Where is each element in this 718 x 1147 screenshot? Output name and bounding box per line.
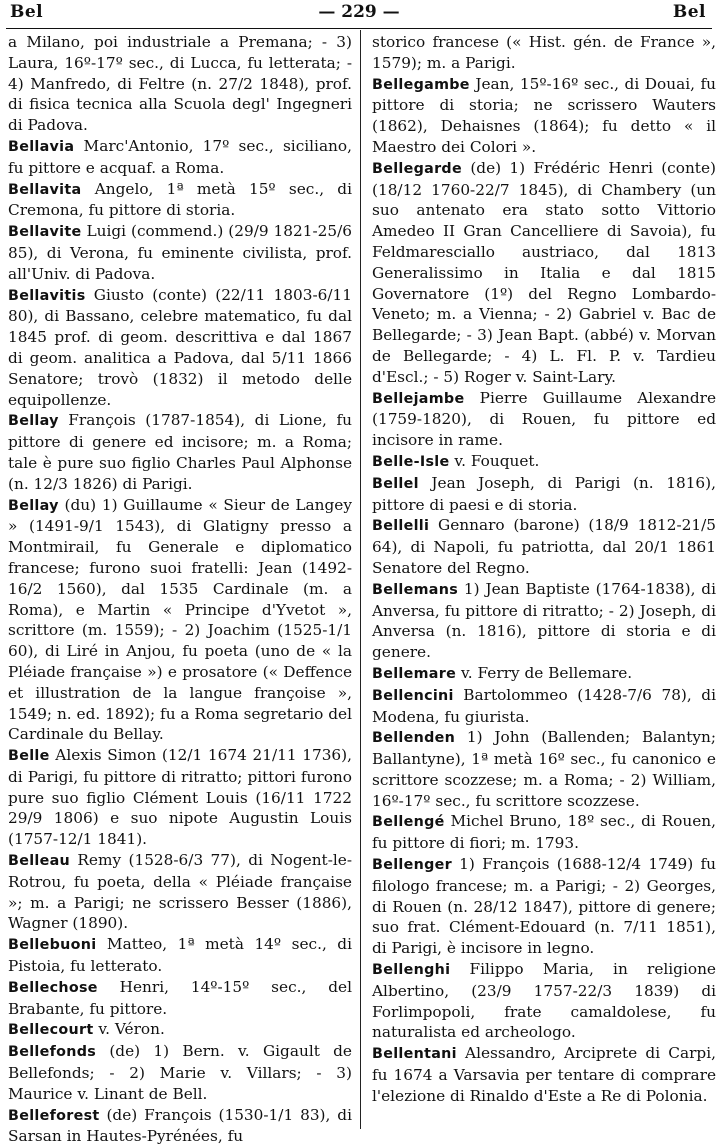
dictionary-entry — [372, 388, 716, 451]
entry-headword: Bellavita — [8, 181, 82, 198]
entry-headword: Bellecourt — [8, 1022, 94, 1039]
dictionary-entry — [8, 285, 352, 411]
entry-text: Alessandro, Arciprete di Carpi, fu 1674 a Varsavia per tentare di comprare l'elezione di Rinaldo d'Este a Re di Polonia. — [372, 1044, 716, 1105]
dictionary-entry — [372, 727, 716, 811]
dictionary-entry — [372, 685, 716, 728]
header-rule — [6, 28, 712, 29]
entry-headword: Bellentani — [372, 1046, 457, 1063]
entry-text: (de) François (1530-1/1 83), di Sarsan in Hautes-Pyrénées, fu — [8, 1105, 352, 1146]
dictionary-entry — [8, 179, 352, 222]
dictionary-entry — [8, 136, 352, 179]
dictionary-entry — [372, 1043, 716, 1106]
entry-headword: Bellavitis — [8, 287, 86, 304]
entry-text: 1) John (Ballenden; Balantyn; Ballantyne), 1ª metà 16º sec., fu canonico e scrittore scozzese; m. a Roma; - 2) William, 16º-17º sec., fu scrittore scozzese. — [372, 728, 716, 810]
dictionary-entry — [372, 663, 716, 685]
right-column — [372, 32, 716, 1107]
entry-headword: Bellengé — [372, 814, 445, 831]
dictionary-entry — [8, 934, 352, 977]
dictionary-entry — [8, 495, 352, 746]
entry-headword: Bellenden — [372, 730, 456, 747]
entry-headword: Bellebuoni — [8, 937, 97, 954]
entry-text: Luigi (commend.) (29/9 1821-25/6 85), di Verona, fu eminente civilista, prof. all'Univ. di Padova. — [8, 222, 352, 283]
entry-text: Bartolommeo (1428-7/6 78), di Modena, fu giurista. — [372, 685, 716, 726]
left-column — [8, 32, 352, 1147]
entry-text: Michel Bruno, 18º sec., di Rouen, fu pittore di fiori; m. 1793. — [372, 812, 716, 853]
entry-text: 1) François (1688-12/4 1749) fu filologo francese; m. a Parigi; - 2) Georges, di Rouen (n. 28/12 1847), pittore di genere; suo frat. Clément-Edouard (n. 7/11 1851), di Parigi, è incisore in legno. — [372, 855, 716, 958]
dictionary-entry — [372, 473, 716, 516]
entry-text: Pierre Guillaume Alexandre (1759-1820), di Rouen, fu pittore ed incisore in rame. — [372, 388, 716, 450]
dictionary-entry — [372, 959, 716, 1043]
header-left-catchword: Bel — [10, 2, 44, 22]
dictionary-entry — [8, 1105, 352, 1147]
entry-text: v. Ferry de Bellemare. — [460, 663, 633, 682]
dictionary-entry — [8, 977, 352, 1020]
dictionary-entry — [372, 811, 716, 854]
entry-headword: Bellegambe — [372, 76, 470, 93]
entry-headword: Bellefonds — [8, 1044, 97, 1061]
entry-text: Angelo, 1ª metà 15º sec., di Cremona, fu pittore di storia. — [8, 179, 352, 220]
entry-text: Filippo Maria, in religione Albertino, (23/9 1757-22/3 1839) di Forlimpopoli, frate camaldolese, fu naturalista ed archeologo. — [372, 960, 716, 1042]
entry-text: (de) 1) Frédéric Henri (conte) (18/12 1760-22/7 1845), di Chambery (un suo antenato era stato sotto Vittorio Amedeo II Gran Cancelliere di Savoia), fu Feldmaresciallo austriaco, dal 1813 Generalissimo in Italia e dal 1815 Governatore (1º) del Regno Lombardo-Veneto; m. a Vienna; - 2) Gabriel v. Bac de Bellegarde; - 3) Jean Bapt. (abbé) v. Morvan de Bellegarde; - 4) L. Fl. P. v. Tardieu d'Escl.; - 5) Roger v. Saint-Lary. — [372, 158, 716, 386]
dictionary-entry — [372, 32, 716, 74]
entry-headword: Bellenger — [372, 857, 452, 874]
dictionary-entry — [372, 515, 716, 578]
entry-headword: Bellencini — [372, 687, 454, 704]
entry-headword: Bellavia — [8, 138, 75, 155]
entry-text: Matteo, 1ª metà 14º sec., di Pistoia, fu letterato. — [8, 935, 352, 976]
dictionary-entry — [8, 221, 352, 284]
dictionary-entry — [8, 1019, 352, 1041]
entry-text: (du) 1) Guillaume « Sieur de Langey » (1491-9/1 1543), di Glatigny presso a Montmirail, fu Generale e diplomatico francese; furono suoi fratelli: Jean (1492-16/2 1560), dal 1535 Cardinale (m. a Roma), e Martin « Principe d'Yvetot », scrittore (m. 1559); - 2) Joachim (1525-1/1 60), di Liré in Anjou, fu poeta (uno de « la Pléiade française ») e prosatore (« Deffence et illustration de la langue françoise », 1549; n. ed. 1892); fu a Roma segretario del Cardinale du Bellay. — [8, 495, 352, 744]
column-divider — [360, 30, 361, 1129]
dictionary-entry — [8, 850, 352, 934]
entry-text: v. Véron. — [98, 1020, 165, 1039]
entry-headword: Bellemans — [372, 581, 459, 598]
dictionary-entry — [8, 32, 352, 136]
entry-text: Jean, 15º-16º sec., di Douai, fu pittore di storia; ne scrissero Wauters (1862), Dehaisnes (1864); fu detto « il Maestro dei Colori ». — [372, 74, 716, 156]
dictionary-entry — [372, 579, 716, 663]
dictionary-entry — [372, 451, 716, 473]
entry-text: Giusto (conte) (22/11 1803-6/11 80), di Bassano, celebre matematico, fu dal 1845 prof. di geom. descrittiva e dal 1867 di geom. analitica a Padova, dal 5/11 1866 Senatore; trovò (1832) il metodo delle equipollenze. — [8, 285, 352, 409]
entry-text: storico francese (« Hist. gén. de France », 1579); m. a Parigi. — [372, 33, 716, 72]
entry-headword: Belle — [8, 748, 50, 765]
entry-headword: Bellejambe — [372, 390, 465, 407]
entry-text: Jean Joseph, di Parigi (n. 1816), pittore di paesi e di storia. — [372, 473, 716, 514]
dictionary-entry — [372, 854, 716, 959]
entry-headword: Belleforest — [8, 1107, 100, 1124]
entry-headword: Belle-Isle — [372, 453, 450, 470]
entry-headword: Bellenghi — [372, 962, 451, 979]
header-right-catchword: Bel — [672, 2, 706, 22]
entry-headword: Belleau — [8, 853, 71, 870]
entry-text: Remy (1528-6/3 77), di Nogent-le-Rotrou, fu poeta, della « Pléiade française »; m. a Parigi; ne scrissero Besser (1886), Wagner (1890). — [8, 851, 352, 933]
entry-text: Marc'Antonio, 17º sec., siciliano, fu pittore e acquaf. a Roma. — [8, 136, 352, 177]
page-number: — 229 — — [318, 2, 400, 22]
entry-text: (de) 1) Bern. v. Gigault de Bellefonds; - 2) Marie v. Villars; - 3) Maurice v. Linant de Bell. — [8, 1042, 352, 1103]
dictionary-entry — [8, 745, 352, 850]
entry-text: a Milano, poi industriale a Premana; - 3) Laura, 16º-17º sec., di Lucca, fu letterata; - 4) Manfredo, di Feltre (n. 27/2 1848), prof. di fisica tecnica alla Scuola degl' Ingegneri di Padova. — [8, 33, 352, 135]
dictionary-entry — [8, 1041, 352, 1104]
running-header — [0, 0, 718, 30]
entry-headword: Bellay — [8, 497, 59, 514]
entry-headword: Bellelli — [372, 518, 430, 535]
entry-headword: Bellegarde — [372, 160, 462, 177]
dictionary-entry — [372, 158, 716, 388]
entry-headword: Bellavite — [8, 224, 82, 241]
entry-text: Gennaro (barone) (18/9 1812-21/5 64), di Napoli, fu patriotta, dal 20/1 1861 Senatore del Regno. — [372, 516, 716, 577]
entry-headword: Bellechose — [8, 979, 98, 996]
entry-headword: Bellel — [372, 475, 419, 492]
entry-headword: Bellay — [8, 413, 59, 430]
entry-text: v. Fouquet. — [454, 451, 540, 470]
entry-text: François (1787-1854), di Lione, fu pittore di genere ed incisore; m. a Roma; tale è pure suo figlio Charles Paul Alphonse (n. 12/3 1826) di Parigi. — [8, 411, 352, 493]
dictionary-entry — [8, 410, 352, 494]
entry-text: 1) Jean Baptiste (1764-1838), di Anversa, fu pittore di ritratto; - 2) Joseph, di Anversa (n. 1816), pittore di storia e di genere. — [372, 579, 716, 662]
entry-text: Henri, 14º-15º sec., del Brabante, fu pittore. — [8, 977, 352, 1018]
entry-headword: Bellemare — [372, 665, 457, 682]
entry-text: Alexis Simon (12/1 1674 21/11 1736), di Parigi, fu pittore di ritratto; pittori furono pure suo figlio Clément Louis (16/11 1722 29/9 1806) e suo nipote Augustin Louis (1757-12/1 1841). — [8, 746, 352, 849]
dictionary-entry — [372, 74, 716, 158]
